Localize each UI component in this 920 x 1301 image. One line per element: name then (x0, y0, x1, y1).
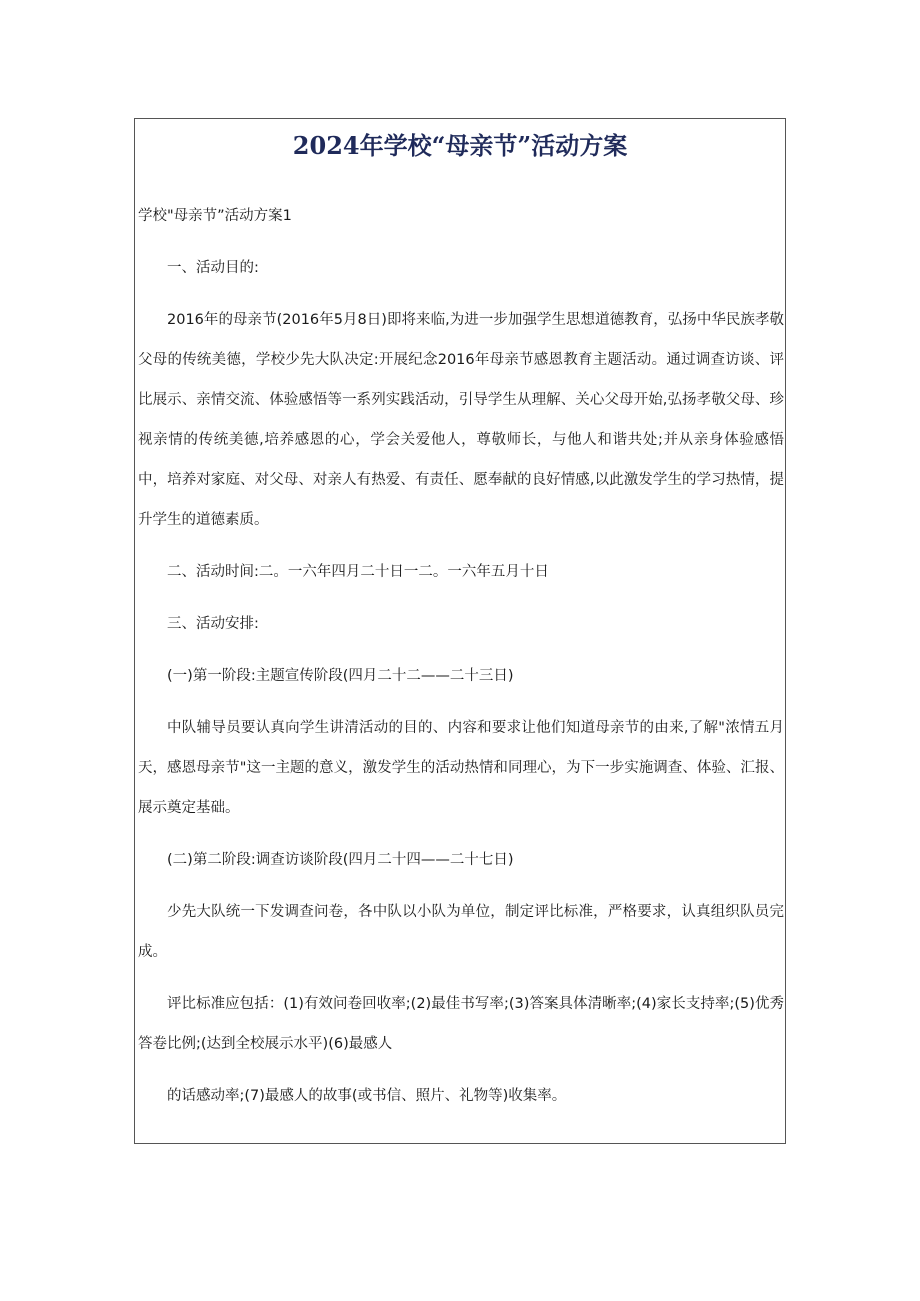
section-heading-purpose: 一、活动目的: (167, 260, 259, 276)
section-heading-arrangement: 三、活动安排: (167, 616, 259, 632)
document-title: 2024年学校“母亲节”活动方案 (292, 131, 628, 160)
paragraph-stage-one: 中队辅导员要认真向学生讲清活动的目的、内容和要求让他们知道母亲节的由来,了解"浓情五月天，感恩母亲节"这一主题的意义，激发学生的活动热情和同理心，为下一步实施调查、体验、汇报、展示奠定基础。 (138, 720, 784, 816)
paragraph-criteria-continued: 的话感动率;(7)最感人的故事(或书信、照片、礼物等)收集率。 (167, 1088, 567, 1104)
document-body (138, 196, 784, 1128)
stage-two-heading: (二)第二阶段:调查访谈阶段(四月二十四——二十七日) (167, 852, 514, 868)
paragraph-purpose: 2016年的母亲节(2016年5月8日)即将来临,为进一步加强学生思想道德教育，弘扬中华民族孝敬父母的传统美德，学校少先大队决定:开展纪念2016年母亲节感恩教育主题活动。通过调查访谈、评比展示、亲情交流、体验感悟等一系列实践活动，引导学生从理解、关心父母开始,弘扬孝敬父母、珍视亲情的传统美德,培养感恩的心，学会关爱他人，尊敬师长，与他人和谐共处;并从亲身体验感悟中，培养对家庭、对父母、对亲人有热爱、有责任、愿奉献的良好情感,以此激发学生的学习热情，提升学生的道德素质。 (138, 312, 784, 528)
paragraph-criteria: 评比标准应包括：(1)有效问卷回收率;(2)最佳书写率;(3)答案具体清晰率;(4)家长支持率;(5)优秀答卷比例;(达到全校展示水平)(6)最感人 (138, 996, 784, 1052)
paragraph-stage-two: 少先大队统一下发调查问卷，各中队以小队为单位，制定评比标准，严格要求，认真组织队员完成。 (138, 904, 784, 960)
stage-one-heading: (一)第一阶段:主题宣传阶段(四月二十二——二十三日) (167, 668, 514, 684)
section-heading-time: 二、活动时间:二。一六年四月二十日一二。一六年五月十日 (167, 564, 549, 580)
document-subtitle: 学校"母亲节”活动方案1 (138, 208, 292, 224)
